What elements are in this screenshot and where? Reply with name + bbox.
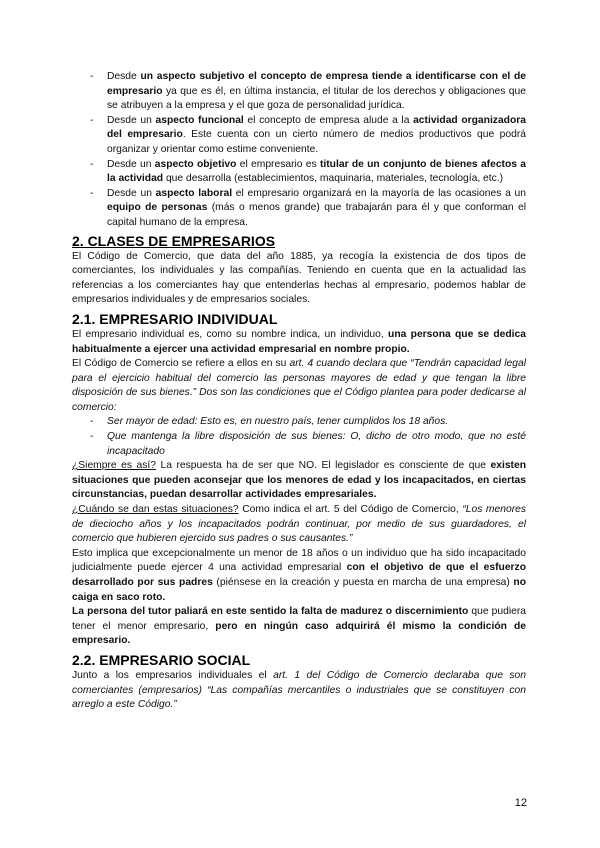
text-run: Como indica el art. 5 del Código de Comercio,	[238, 504, 463, 516]
text-run: aspecto objetivo	[154, 158, 237, 170]
text-run: El Código de Comercio se refiere a ellos en su	[72, 358, 290, 370]
aspects-list	[72, 70, 526, 231]
text-run: “Los menores de dieciocho años y los incapacitados podrán continuar, por medio de sus guardadores, el comercio que hubieren ejercido sus padres o sus causantes.”	[72, 504, 526, 545]
text-run: con el objetivo de que el esfuerzo desarrollado por sus padres	[72, 562, 526, 588]
text-run: Que mantenga la libre disposición de sus bienes: O, dicho de otro modo, que no esté incapacitado	[107, 431, 526, 457]
list-item	[72, 430, 526, 459]
text-run: no caiga en saco roto.	[72, 577, 526, 603]
text-run: Junto a los empresarios individuales el	[72, 669, 274, 681]
text-run: Desde	[107, 71, 141, 82]
text-run: (más o menos grande) que trabajarán para él y que conforman el capital humano de la empresa.	[107, 202, 526, 228]
text-run: art. 4 cuando declara que “Tendrán capacidad legal para el ejercicio habitual del comercio las personas mayores de edad y que tengan la libre disposición de sus bienes.” Dos son las condiciones que el Código plantea para poder dedicarse al comercio:	[72, 358, 526, 413]
paragraph	[72, 605, 526, 649]
page-number: 12	[514, 797, 527, 809]
text-run: Esto implica que excepcionalmente un menor de 18 años o un individuo que ha sido incapacitado judicialmente puede ejercer 4 una actividad empresarial	[72, 547, 526, 574]
text-run: el empresario es	[236, 158, 320, 170]
text-run: (piénsese en la creación y puesta en marcha de una empresa)	[212, 577, 514, 588]
text-run: ¿Siempre es así?	[72, 460, 156, 472]
text-run: aspecto laboral	[155, 187, 233, 199]
text-run: el concepto de empresa alude a la	[243, 114, 414, 126]
text-run: El empresario individual es, como su nombre indica, un individuo,	[72, 328, 389, 340]
text-run: existen situaciones que pueden aconsejar que los menores de edad y los incapacitados, en ciertas circunstancias, puedan desarrollar actividades empresariales.	[72, 460, 526, 501]
list-item	[72, 70, 526, 114]
text-run: Ser mayor de edad: Esto es, en nuestro país, tener cumplidos los 18 años.	[107, 416, 449, 428]
text-run: equipo de personas	[107, 202, 208, 214]
text-run: Desde un	[107, 114, 156, 126]
text-run: art. 1 del Código de Comercio declaraba que son comerciantes (empresarios) “Las compañías mercantiles o industriales que se constituyen con arreglo a este Código.”	[72, 669, 526, 711]
section-heading-clases: 2. CLASES DE EMPRESARIOS	[72, 232, 276, 249]
list-item	[72, 187, 526, 231]
text-run: Desde un	[107, 187, 156, 199]
text-run: ya que es él, en última instancia, el titular de los derechos y obligaciones que se atribuyen a la empresa y el que goza de personalidad jurídica.	[107, 85, 526, 112]
paragraph	[72, 459, 526, 503]
text-run: La respuesta ha de ser que NO. El legislador es consciente de que	[156, 460, 491, 472]
text-run: ¿Cuándo se dan estas situaciones?	[72, 504, 239, 516]
page-content	[72, 70, 526, 713]
text-run: Desde un	[107, 158, 155, 170]
text-run: La persona del tutor paliará en este sentido la falta de madurez o discernimiento	[72, 606, 469, 618]
list-item	[72, 114, 526, 158]
list-item	[72, 158, 526, 187]
text-run: pero en ningún caso adquirirá él mismo la condición de empresario.	[72, 620, 526, 647]
paragraph	[72, 328, 526, 357]
conditions-list	[72, 415, 526, 459]
text-run: actividad organizadora del empresario	[107, 114, 526, 141]
text-run: que pudiera tener el menor empresario,	[72, 606, 526, 632]
text-run: El Código de Comercio, que data del año 1885, ya recogía la existencia de dos tipos de comerciantes, los individuales y las compañías. Teniendo en cuenta que en la actualidad las referencias a los comerciantes hay que entenderlas hechas al empresario, podemos hablar de empresarios individuales y de empresarios sociales.	[72, 250, 526, 306]
text-run: el empresario organizará en la mayoría de las ocasiones a un	[232, 187, 526, 199]
section-heading-individual: 2.1. EMPRESARIO INDIVIDUAL	[72, 310, 278, 327]
paragraph	[72, 503, 526, 547]
text-run: aspecto funcional	[155, 114, 244, 126]
paragraph	[72, 250, 526, 308]
paragraph	[72, 547, 526, 605]
text-run: . Este cuenta con un cierto número de medios productivos que podrá organizar y orientar como estime conveniente.	[107, 129, 526, 155]
list-item	[72, 415, 526, 430]
text-run: una persona que se dedica habitualmente a ejercer una actividad empresarial en nombre propio.	[72, 328, 526, 355]
paragraph	[72, 357, 526, 415]
text-run: titular de un conjunto de bienes afectos a la actividad	[107, 158, 526, 185]
section-heading-social: 2.2. EMPRESARIO SOCIAL	[72, 651, 251, 668]
paragraph	[72, 669, 526, 713]
text-run: que desarrolla (establecimientos, maquinaria, materiales, tecnología, etc.)	[163, 173, 504, 185]
text-run: un aspecto subjetivo el concepto de empresa tiende a identificarse con el de empresario	[107, 71, 526, 97]
